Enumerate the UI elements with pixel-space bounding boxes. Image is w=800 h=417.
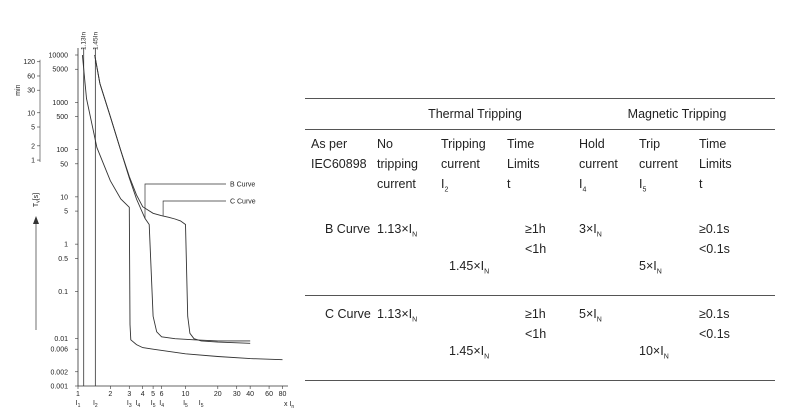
- col-header-tripmag-line2: current: [639, 157, 678, 171]
- col-header-hold-line1: Hold: [579, 137, 605, 151]
- cell-tripmag-sub: N: [656, 268, 662, 276]
- cell-hold-sub: N: [596, 316, 602, 323]
- col-header-no-trip-line2: tripping: [377, 157, 418, 171]
- annotation-leader: [163, 201, 226, 216]
- table-row: [305, 295, 775, 380]
- x-mark-label: $I_4$: [135, 400, 141, 409]
- vertical-ref-label: 1.45In: [92, 31, 100, 50]
- col-header-no-trip-line1: No: [377, 137, 393, 151]
- col-header-time2-line2: Limits: [699, 157, 732, 171]
- col-header-time1-sym: t: [507, 177, 511, 191]
- cell-no-trip-sub: N: [412, 231, 418, 238]
- minutes-tick-label: 1: [31, 157, 35, 165]
- y-tick-label: 0.1: [58, 288, 68, 296]
- col-header-hold-line2: current: [579, 157, 618, 171]
- y-tick-label: 10: [60, 194, 68, 202]
- group-header-magnetic: Magnetic Tripping: [573, 99, 775, 130]
- series-line-2: [95, 55, 251, 343]
- series-line-1: [95, 55, 251, 341]
- cell-time1: [501, 295, 573, 380]
- col-header-standard: [305, 130, 371, 211]
- y-tick-label: 5: [64, 208, 68, 216]
- table-row: [305, 211, 775, 296]
- column-header-row: [305, 130, 775, 211]
- cell-time2-b: <0.1s: [699, 241, 730, 256]
- chart-series: [82, 55, 282, 360]
- cell-trip: [435, 295, 501, 380]
- series-line-3: [82, 55, 282, 360]
- x-mark-label: $I_4$: [159, 400, 164, 409]
- col-header-time2-sym: t: [699, 177, 703, 191]
- x-mark-label: $I_2$: [92, 400, 98, 409]
- y-tick-label: 0.5: [58, 255, 68, 263]
- cell-time1: [501, 211, 573, 296]
- tripping-characteristics-table: [305, 98, 775, 381]
- cell-time2-a: ≥0.1s: [699, 221, 730, 236]
- cell-no-trip-val: 1.13×I: [377, 306, 413, 321]
- cell-tripmag-sub: N: [663, 353, 669, 361]
- col-header-no-trip: [371, 130, 435, 211]
- y-tick-label: 0.006: [50, 346, 68, 354]
- col-header-tripmag-line1: Trip: [639, 137, 661, 151]
- cell-hold: [573, 211, 633, 296]
- col-header-time1-line2: Limits: [507, 157, 540, 171]
- col-header-hold-sub: 4: [582, 186, 587, 194]
- col-header-tripmag-sym: I: [639, 177, 643, 191]
- cell-trip: [435, 211, 501, 296]
- cell-no-trip-sub: N: [412, 316, 418, 323]
- col-header-time1-line1: Time: [507, 137, 535, 151]
- cell-trip-mag: [633, 295, 693, 380]
- x-tick-label: 20: [213, 391, 222, 398]
- y-axis-label: $T_v[s]$: [33, 192, 42, 208]
- col-header-no-trip-line3: current: [377, 177, 416, 191]
- cell-time1-b: <1h: [525, 241, 547, 256]
- col-header-hold-sym: I: [579, 177, 583, 191]
- cell-trip-val: 1.45×I: [449, 259, 485, 273]
- x-tick-label: 40: [246, 391, 255, 398]
- cell-no-trip: [371, 211, 435, 296]
- x-tick-label: 60: [265, 391, 273, 398]
- col-header-time-limits-2: [693, 130, 775, 211]
- x-tick-label: 30: [232, 391, 241, 398]
- y-tick-label: 1: [64, 241, 68, 249]
- row-label: C Curve: [305, 295, 371, 380]
- cell-time2: [693, 295, 775, 380]
- col-header-trip-sub: 2: [444, 186, 449, 194]
- col-header-trip-current: [435, 130, 501, 211]
- row-label: B Curve: [305, 211, 371, 296]
- cell-no-trip: [371, 295, 435, 380]
- cell-time2: [693, 211, 775, 296]
- y-tick-label: 0.001: [50, 383, 68, 391]
- cell-trip-mag: [633, 211, 693, 296]
- cell-hold-val: 3×I: [579, 221, 597, 236]
- col-header-time2-line1: Time: [699, 137, 727, 151]
- x-mark-label: $I_1$: [75, 400, 81, 409]
- minutes-tick-label: 2: [31, 143, 35, 151]
- cell-time1-b: <1h: [525, 326, 547, 341]
- x-tick-label: 3: [127, 391, 132, 398]
- cell-trip-val: 1.45×I: [449, 344, 485, 358]
- cell-time2-a: ≥0.1s: [699, 306, 730, 321]
- y-tick-label: 1000: [52, 99, 68, 107]
- x-tick-label: 5: [151, 391, 156, 398]
- col-header-trip-line2: current: [441, 157, 480, 171]
- col-header-trip-mag: [633, 130, 693, 211]
- x-tick-label: 1: [76, 391, 80, 398]
- col-header-trip-sym: I: [441, 177, 445, 191]
- x-mark-label: $I_5$: [198, 400, 204, 409]
- cell-time1-a: ≥1h: [525, 306, 546, 321]
- x-tick-label: 80: [278, 391, 287, 398]
- col-header-standard-line1: As per: [311, 137, 348, 151]
- vertical-ref-label: 1.13In: [80, 31, 88, 50]
- x-tick-label: 2: [108, 391, 113, 398]
- tripping-curve-chart: [0, 0, 300, 417]
- chart-ticks: [23, 53, 286, 410]
- x-mark-label: $I_5$: [183, 400, 188, 409]
- minutes-tick-label: 120: [23, 59, 35, 67]
- x-mark-label: $I_3$: [126, 400, 132, 409]
- cell-trip-sub: N: [484, 353, 490, 361]
- y-tick-label: 10000: [48, 52, 68, 60]
- minutes-tick-label: 5: [31, 124, 35, 132]
- cell-time2-b: <0.1s: [699, 326, 730, 341]
- cell-no-trip-val: 1.13×I: [377, 221, 413, 236]
- cell-tripmag-val: 10×I: [639, 344, 664, 358]
- x-tick-label: 6: [159, 391, 164, 398]
- y-tick-label: 5000: [52, 66, 68, 74]
- minutes-axis-label: min: [15, 84, 22, 96]
- cell-tripmag-val: 5×I: [639, 259, 657, 273]
- annotation-c-curve: C Curve: [230, 198, 256, 206]
- x-tick-label: 4: [140, 391, 145, 398]
- minutes-tick-label: 30: [27, 87, 35, 95]
- x-tick-label: 10: [181, 391, 190, 398]
- y-tick-label: 0.01: [54, 336, 68, 344]
- minutes-tick-label: 10: [27, 110, 35, 118]
- y-axis-arrowhead: [33, 216, 39, 224]
- cell-hold-sub: N: [596, 231, 602, 238]
- y-tick-label: 0.002: [50, 369, 68, 377]
- col-header-standard-line2: IEC60898: [311, 157, 367, 171]
- col-header-hold-current: [573, 130, 633, 211]
- cell-hold: [573, 295, 633, 380]
- x-mark-label: $I_5$: [150, 400, 156, 409]
- y-tick-label: 100: [56, 147, 68, 155]
- cell-trip-sub: N: [484, 268, 490, 276]
- y-tick-label: 500: [56, 114, 68, 122]
- y-tick-label: 50: [60, 161, 68, 169]
- annotation-b-curve: B Curve: [230, 181, 256, 189]
- minutes-tick-label: 60: [27, 73, 35, 81]
- cell-time1-a: ≥1h: [525, 221, 546, 236]
- cell-hold-val: 5×I: [579, 306, 597, 321]
- col-header-time-limits-1: [501, 130, 573, 211]
- col-header-tripmag-sub: 5: [642, 186, 647, 194]
- x-axis-label: x $I_n$: [284, 401, 295, 410]
- col-header-trip-line1: Tripping: [441, 137, 486, 151]
- table-corner: [305, 99, 371, 130]
- group-header-thermal: Thermal Tripping: [371, 99, 573, 130]
